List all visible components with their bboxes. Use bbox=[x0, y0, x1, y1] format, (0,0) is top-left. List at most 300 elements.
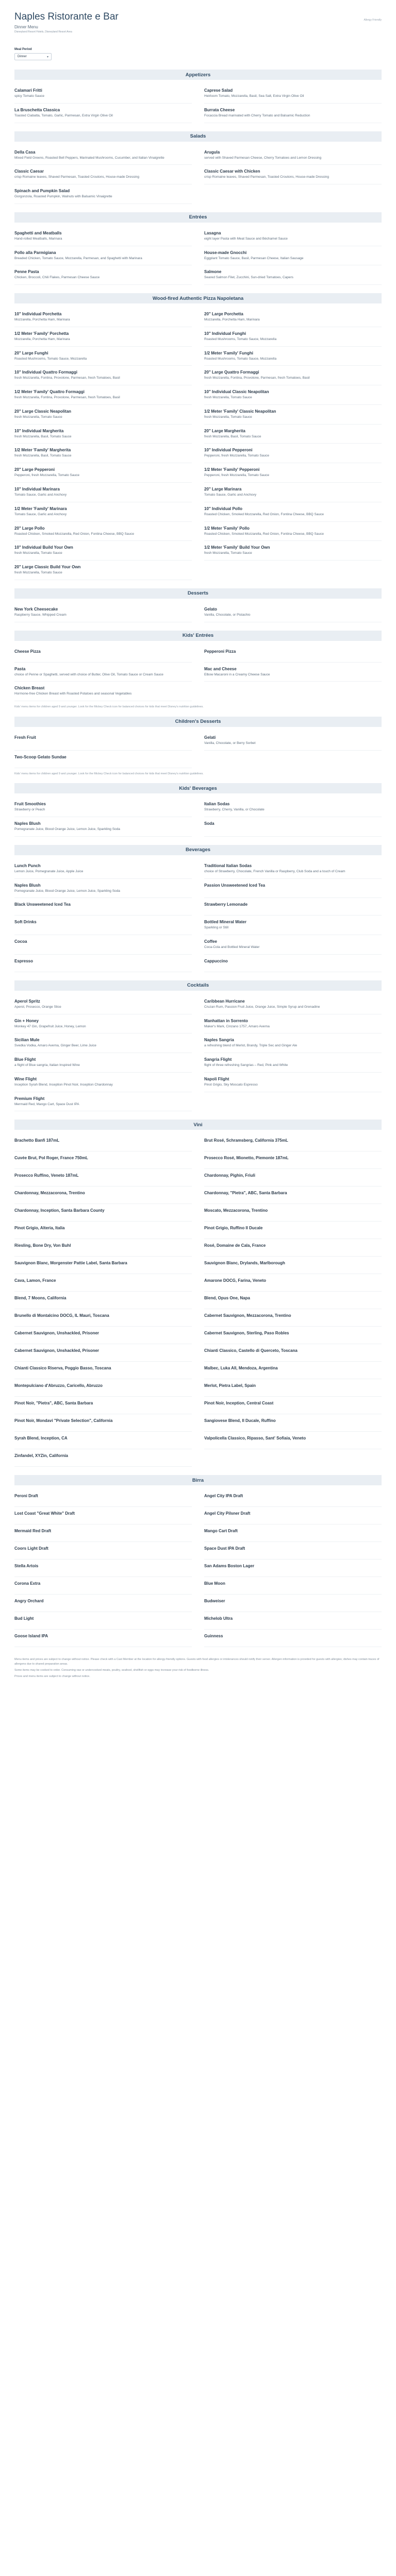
menu-section bbox=[14, 212, 382, 288]
menu-item-name: 10" Individual Pollo bbox=[204, 506, 243, 511]
menu-item-description: Inception Syrah Blend, Inception Pinot Noir, Inception Chardonnay bbox=[14, 1082, 113, 1087]
menu-item bbox=[14, 682, 192, 701]
menu-item-name: Sauvignon Blanc, Drylands, Marlborough bbox=[204, 1261, 285, 1266]
menu-item-grid bbox=[14, 991, 382, 1115]
menu-item-name: Fruit Smoothies bbox=[14, 802, 46, 807]
menu-item-description: Chicken, Broccoli, Chili Flakes, Parmesan Cheese Sauce bbox=[14, 276, 100, 280]
menu-item-name: 10" Individual Quattro Formaggi bbox=[14, 370, 78, 375]
menu-item bbox=[14, 184, 192, 204]
menu-item-name: Cabernet Sauvignon, Sterling, Paso Robles bbox=[204, 1331, 289, 1336]
menu-section bbox=[14, 631, 382, 711]
menu-item-name: 1/2 Meter 'Family' Porchetta bbox=[14, 331, 69, 336]
menu-item-description: Monkey 47 Gin, Grapefruit Juice, Honey, Lemon bbox=[14, 1024, 86, 1028]
menu-item bbox=[204, 165, 382, 184]
menu-item-description: fresh Mozzarella, Tomato Sauce bbox=[14, 551, 62, 555]
menu-item-name: Caprese Salad bbox=[204, 88, 233, 93]
menu-item bbox=[14, 347, 192, 366]
menu-item bbox=[204, 1239, 382, 1257]
menu-item-description: Heirloom Tomato, Mozzarella, Basil, Sea Salt, Extra Virgin Olive Oil bbox=[204, 94, 304, 98]
menu-item bbox=[204, 1507, 382, 1524]
menu-section bbox=[14, 783, 382, 840]
menu-item bbox=[14, 227, 192, 246]
meal-period-selector bbox=[14, 41, 382, 64]
menu-item bbox=[204, 1222, 382, 1239]
menu-item-name: Soda bbox=[204, 821, 214, 826]
menu-item-name: Prosecco Ruffino, Veneto 187mL bbox=[14, 1173, 79, 1178]
menu-item-name: 1/2 Meter 'Family' Classic Neapolitan bbox=[204, 409, 276, 414]
section-heading: Beverages bbox=[14, 845, 382, 855]
menu-item-description: Roasted Mushrooms, Tomato Sauce, Mozzarella bbox=[14, 357, 87, 361]
menu-item bbox=[204, 1489, 382, 1507]
menu-item bbox=[14, 1222, 192, 1239]
menu-item-name: 10" Individual Build Your Own bbox=[14, 545, 73, 550]
menu-item bbox=[204, 995, 382, 1014]
menu-item bbox=[204, 1432, 382, 1449]
menu-item bbox=[14, 1397, 192, 1414]
menu-item-description: Sparkling or Still bbox=[204, 926, 228, 930]
menu-item bbox=[14, 1073, 192, 1092]
menu-item bbox=[14, 751, 192, 768]
menu-item-description: Coca-Cola and Bottled Mineral Water bbox=[204, 945, 260, 950]
menu-item-description: Svedka Vodka, Amaro Averna, Ginger Beer, Lime Juice bbox=[14, 1044, 96, 1048]
menu-item bbox=[14, 405, 192, 425]
menu-item-name: Montepulciano d'Abruzzo, Caricello, Abruzzo bbox=[14, 1383, 103, 1388]
menu-item-grid bbox=[14, 1485, 382, 1650]
menu-item bbox=[204, 935, 382, 955]
menu-item-description: choice of Penne or Spaghetti, served with choice of Butter, Olive Oil, Tomato Sauce or Cream Sauce bbox=[14, 672, 163, 676]
menu-item-description: Mixed Field Greens, Roasted Bell Peppers, Marinated Mushrooms, Cucumber, and Italian Vinaigrette bbox=[14, 156, 164, 160]
menu-item-name: Mango Cart Draft bbox=[204, 1529, 238, 1534]
menu-item bbox=[204, 1257, 382, 1274]
menu-item bbox=[204, 366, 382, 385]
menu-item bbox=[14, 1577, 192, 1595]
menu-item bbox=[14, 898, 192, 916]
menu-item-name: 1/2 Meter 'Family' Marinara bbox=[14, 506, 67, 511]
menu-item bbox=[204, 502, 382, 522]
menu-item-name: Bottled Mineral Water bbox=[204, 920, 246, 925]
menu-item bbox=[204, 1309, 382, 1327]
menu-item-name: Valpolicella Classico, Ripasso, Sant' Sofiaia, Veneto bbox=[204, 1436, 306, 1441]
menu-item-name: 1/2 Meter 'Family' Quattro Formaggi bbox=[14, 389, 85, 395]
section-note: Kids' menu items for children aged 9 and younger. Look for the Mickey Check icon for balanced choices for kids that meet Disney's nutrition guidelines. bbox=[14, 772, 204, 775]
section-heading: Entrées bbox=[14, 212, 382, 223]
menu-item bbox=[14, 1134, 192, 1151]
menu-item bbox=[14, 1362, 192, 1379]
menu-item-name: Gelati bbox=[204, 735, 216, 740]
menu-item-name: 10" Individual Pepperoni bbox=[204, 448, 253, 453]
menu-item-description: Mermaid Red, Mango Cart, Space Dust IPA bbox=[14, 1102, 79, 1106]
chevron-down-icon: ▾ bbox=[46, 55, 48, 59]
menu-item bbox=[204, 327, 382, 347]
menu-item-name: 20" Large Margherita bbox=[204, 428, 245, 433]
menu-item-name: 10" Individual Classic Neapolitan bbox=[204, 389, 269, 395]
menu-section bbox=[14, 980, 382, 1115]
menu-item-name: Soft Drinks bbox=[14, 920, 37, 925]
menu-item-name: Chianti Classico Riserva, Poggio Basso, Toscana bbox=[14, 1366, 111, 1371]
page-footer bbox=[14, 1650, 382, 1679]
menu-item-description: Breaded Chicken, Tomato Sauce, Mozzarella, Parmesan, and Spaghetti with Marinara bbox=[14, 256, 142, 260]
menu-item-name: 20" Large Classic Build Your Own bbox=[14, 565, 81, 570]
menu-item bbox=[204, 916, 382, 935]
section-heading: Cocktails bbox=[14, 980, 382, 991]
menu-item-name: Cabernet Sauvignon, Unshackled, Prisoner bbox=[14, 1331, 100, 1336]
menu-item bbox=[204, 1033, 382, 1053]
menu-item-name: Chardonnay, Mezzacorona, Trentino bbox=[14, 1191, 85, 1196]
menu-section bbox=[14, 293, 382, 583]
menu-item bbox=[204, 1327, 382, 1344]
menu-item-description: Raspberry Sauce, Whipped Cream bbox=[14, 613, 67, 617]
menu-sections bbox=[14, 70, 382, 1650]
menu-item-name: Brut Rosé, Schramsberg, California 375mL bbox=[204, 1138, 288, 1143]
allergy-friendly-link[interactable]: Allergy Friendly bbox=[364, 19, 382, 22]
menu-item bbox=[204, 1344, 382, 1362]
menu-item-grid bbox=[14, 1130, 382, 1470]
menu-item-name: Blend, Opus One, Napa bbox=[204, 1296, 250, 1301]
menu-item-name: Chardonnay, Inception, Santa Barbara County bbox=[14, 1208, 105, 1213]
menu-item-name: Lunch Punch bbox=[14, 863, 41, 868]
menu-item bbox=[14, 1187, 192, 1204]
menu-item bbox=[204, 1414, 382, 1432]
menu-item-name: Mac and Cheese bbox=[204, 666, 237, 671]
menu-item-name: Classic Caesar bbox=[14, 169, 44, 174]
menu-item-name: Espresso bbox=[14, 958, 34, 963]
menu-item-name: Arugula bbox=[204, 149, 220, 155]
menu-item-description: Mozzarella, Porchetta Ham, Marinara bbox=[14, 318, 70, 322]
menu-item-name: Bud Light bbox=[14, 1616, 34, 1621]
menu-item-name: Prosecco Rosé, Mionetto, Piemonte 187mL bbox=[204, 1156, 289, 1161]
menu-item-name: Della Casa bbox=[14, 149, 36, 155]
menu-item-name: New York Cheesecake bbox=[14, 606, 58, 612]
menu-item-name: Blue Moon bbox=[204, 1581, 225, 1586]
menu-item bbox=[14, 502, 192, 522]
menu-item-name: 10" Individual Marinara bbox=[14, 487, 60, 492]
menu-item-description: Pepperoni, fresh Mozzarella, Tomato Sauce bbox=[204, 454, 269, 458]
menu-item bbox=[14, 995, 192, 1014]
menu-item-description: Tomato Sauce, Garlic and Anchovy bbox=[204, 493, 257, 497]
menu-item-description: fresh Mozzarella, Fontina, Provolone, Parmesan, fresh Tomatoes, Basil bbox=[14, 396, 120, 400]
menu-item-name: Pinot Grigio, Ruffino Il Ducale bbox=[204, 1226, 263, 1231]
menu-item-description: Hand-rolled Meatballs, Marinara bbox=[14, 236, 62, 241]
menu-item-name: 1/2 Meter 'Family' Pollo bbox=[204, 526, 250, 531]
menu-item-name: Cabernet Sauvignon, Unshackled, Prisoner bbox=[14, 1348, 100, 1353]
menu-item-name: Sangria Flight bbox=[204, 1057, 232, 1062]
section-heading: Kids' Beverages bbox=[14, 783, 382, 793]
menu-item bbox=[14, 104, 192, 123]
menu-item-description: Roasted Mushrooms, Tomato Sauce, Mozzarella bbox=[204, 357, 277, 361]
menu-item bbox=[204, 1577, 382, 1595]
menu-item bbox=[204, 1524, 382, 1542]
menu-item bbox=[204, 645, 382, 663]
menu-item-description: Toasted Ciabatta, Tomato, Garlic, Parmesan, Extra Virgin Olive Oil bbox=[14, 113, 113, 117]
page-header bbox=[14, 0, 382, 41]
menu-item bbox=[204, 1595, 382, 1612]
menu-item-name: Naples Blush bbox=[14, 821, 41, 826]
menu-item bbox=[204, 898, 382, 916]
menu-item-name: Penne Pasta bbox=[14, 269, 39, 275]
menu-item bbox=[14, 817, 192, 837]
menu-item-name: Cappuccino bbox=[204, 958, 228, 963]
menu-item bbox=[204, 1612, 382, 1630]
menu-item bbox=[204, 246, 382, 266]
menu-section bbox=[14, 1120, 382, 1470]
footer-allergy-note: Menu items and prices are subject to change without notice. Please check with a Cast Member at the location for allergy-friendly options. Guests with food allergies or intolerances should notify their server. Allergen information is provided for guests with allergies; dishes may contain traces of allergens due to shared preparation areas. bbox=[14, 1658, 380, 1666]
menu-item-grid bbox=[14, 80, 382, 126]
menu-item bbox=[14, 1151, 192, 1169]
menu-item bbox=[14, 1274, 192, 1292]
menu-item-description: flight of three refreshing Sangrias – Red, Pink and White bbox=[204, 1063, 288, 1067]
menu-item bbox=[14, 1327, 192, 1344]
menu-item-name: Traditional Italian Sodas bbox=[204, 863, 252, 868]
menu-item bbox=[14, 935, 192, 955]
menu-item-description: Lemon Juice, Pomegranate Juice, Apple Juice bbox=[14, 869, 84, 873]
menu-item-name: Pollo alla Parmigiana bbox=[14, 250, 56, 255]
menu-item-name: 10" Individual Margherita bbox=[14, 428, 64, 433]
menu-item-name: House-made Gnocchi bbox=[204, 250, 247, 255]
menu-section bbox=[14, 131, 382, 207]
menu-item-name: Pinot Grigio, Alteria, Italia bbox=[14, 1226, 65, 1231]
menu-item bbox=[14, 1239, 192, 1257]
menu-item-description: Eggplant Tomato Sauce, Basil, Parmesan Cheese, Italian Sausage bbox=[204, 256, 304, 260]
menu-item bbox=[14, 165, 192, 184]
meal-period-select[interactable] bbox=[14, 53, 52, 60]
menu-section bbox=[14, 588, 382, 625]
menu-item-grid bbox=[14, 793, 382, 840]
menu-item-name: La Bruschetta Classica bbox=[14, 107, 60, 112]
menu-item-grid bbox=[14, 303, 382, 583]
menu-item bbox=[14, 1542, 192, 1560]
menu-item-name: 1/2 Meter 'Family' Funghi bbox=[204, 350, 253, 355]
footer-food-safety-note: Some items may be cooked to order. Consuming raw or undercooked meats, poultry, seafood, shellfish or eggs may increase your risk of foodborne illness. bbox=[14, 1668, 209, 1672]
menu-item bbox=[14, 366, 192, 385]
menu-item-name: Chianti Classico, Castello di Querceto, Toscana bbox=[204, 1348, 298, 1353]
menu-item-name: Goose Island IPA bbox=[14, 1634, 48, 1639]
menu-item bbox=[14, 84, 192, 104]
menu-item-description: Roasted Chicken, Smoked Mozzarella, Red Onion, Fontina Cheese, BBQ Sauce bbox=[204, 512, 324, 516]
menu-item-name: Pasta bbox=[14, 666, 26, 671]
menu-item-grid bbox=[14, 142, 382, 207]
menu-item-description: Pepperoni, fresh Mozzarella, Tomato Sauce bbox=[14, 473, 79, 478]
section-heading: Wood-fired Authentic Pizza Napoletana bbox=[14, 293, 382, 303]
menu-item bbox=[204, 463, 382, 483]
menu-item bbox=[204, 731, 382, 751]
menu-item bbox=[204, 1379, 382, 1397]
menu-item-description: Pinot Grigio, Sky Moscato Espresso bbox=[204, 1082, 258, 1087]
menu-item-name: Gelato bbox=[204, 606, 217, 612]
menu-item-name: Calamari Fritti bbox=[14, 88, 42, 93]
meal-period-value: Dinner bbox=[18, 55, 27, 58]
menu-item bbox=[204, 385, 382, 405]
brand-block bbox=[14, 11, 119, 33]
menu-item bbox=[14, 955, 192, 972]
menu-item bbox=[204, 1014, 382, 1034]
menu-item-name: Chardonnay, Pighin, Friuli bbox=[204, 1173, 255, 1178]
menu-item bbox=[204, 798, 382, 817]
section-heading: Kids' Entrées bbox=[14, 631, 382, 641]
menu-item bbox=[204, 104, 382, 123]
menu-item bbox=[14, 1053, 192, 1073]
menu-item-name: 20" Large Porchetta bbox=[204, 312, 243, 317]
menu-item bbox=[14, 1524, 192, 1542]
menu-item-name: Napoli Flight bbox=[204, 1076, 229, 1081]
menu-item-description: fresh Mozzarella, Basil, Tomato Sauce bbox=[14, 434, 72, 438]
menu-item bbox=[204, 444, 382, 463]
page-title: Naples Ristorante e Bar bbox=[14, 11, 119, 22]
menu-item bbox=[14, 1033, 192, 1053]
menu-item-description: eight layer Pasta with Meat Sauce and Béchamel Sauce bbox=[204, 236, 288, 241]
menu-item-description: fresh Mozzarella, Basil, Tomato Sauce bbox=[204, 434, 261, 438]
menu-item bbox=[14, 663, 192, 682]
menu-item bbox=[14, 1432, 192, 1449]
menu-item-name: Lasagna bbox=[204, 230, 221, 235]
menu-item-name: Stella Artois bbox=[14, 1564, 39, 1569]
menu-item bbox=[14, 1630, 192, 1647]
menu-item-description: fresh Mozzarella, Basil, Tomato Sauce bbox=[14, 454, 72, 458]
menu-item-description: Cruzan Rum, Passion Fruit Juice, Orange Juice, Simple Syrup and Grenadine bbox=[204, 1005, 320, 1009]
menu-item bbox=[204, 1169, 382, 1187]
menu-item-grid bbox=[14, 223, 382, 288]
menu-item bbox=[14, 731, 192, 751]
menu-item bbox=[14, 425, 192, 444]
menu-item-name: Cocoa bbox=[14, 939, 27, 944]
menu-item bbox=[14, 1414, 192, 1432]
section-note: Kids' menu items for children aged 9 and younger. Look for the Mickey Check icon for balanced choices for kids that meet Disney's nutrition guidelines. bbox=[14, 705, 204, 709]
footer-price-note: Prices and menu items are subject to change without notice. bbox=[14, 1675, 90, 1679]
menu-item-name: Black Unsweetened Iced Tea bbox=[14, 902, 71, 907]
menu-item bbox=[14, 1449, 192, 1467]
menu-item bbox=[204, 1187, 382, 1204]
section-heading: Vini bbox=[14, 1120, 382, 1130]
menu-item-name: Manhattan in Sorrento bbox=[204, 1018, 248, 1023]
menu-item-description: fresh Mozzarella, Tomato Sauce bbox=[14, 571, 62, 575]
menu-item-name: Rosé, Domaine de Cala, France bbox=[204, 1243, 266, 1248]
menu-item-name: Salmone bbox=[204, 269, 222, 275]
menu-item-description: Aperol, Prosecco, Orange Slice bbox=[14, 1005, 61, 1009]
menu-section bbox=[14, 70, 382, 126]
menu-item-name: 20" Large Pollo bbox=[14, 526, 45, 531]
menu-item-description: Vanilla, Chocolate, or Berry Sorbet bbox=[204, 741, 256, 745]
menu-section bbox=[14, 1475, 382, 1650]
menu-item bbox=[204, 84, 382, 104]
menu-item bbox=[14, 483, 192, 502]
menu-item-name: Angel City Pilsner Draft bbox=[204, 1511, 251, 1516]
menu-item bbox=[204, 265, 382, 285]
menu-item bbox=[14, 1014, 192, 1034]
menu-item bbox=[14, 327, 192, 347]
menu-item-name: Moscato, Mezzacorona, Trentino bbox=[204, 1208, 268, 1213]
menu-item-name: 20" Large Marinara bbox=[204, 487, 242, 492]
menu-item-name: 20" Large Funghi bbox=[14, 350, 48, 355]
menu-item-description: Pomegranate Juice, Blood Orange Juice, Lemon Juice, Sparkling Soda bbox=[14, 889, 120, 893]
menu-item-name: Angry Orchard bbox=[14, 1599, 44, 1604]
menu-item bbox=[14, 1379, 192, 1397]
menu-item-description: Roasted Mushrooms, Tomato Sauce, Mozzarella bbox=[204, 337, 277, 341]
menu-item bbox=[14, 265, 192, 285]
menu-item-name: Merlot, Pietra Label, Spain bbox=[204, 1383, 256, 1388]
menu-item-description: Vanilla, Chocolate, or Pistachio bbox=[204, 613, 251, 617]
menu-item bbox=[204, 308, 382, 327]
menu-item-name: Malbec, Luka All, Mendoza, Argentina bbox=[204, 1366, 278, 1371]
menu-item bbox=[14, 1309, 192, 1327]
menu-item-name: Sangiovese Blend, Il Ducale, Ruffino bbox=[204, 1418, 276, 1423]
menu-item-name: Premium Flight bbox=[14, 1096, 45, 1101]
menu-item-name: Caribbean Hurricane bbox=[204, 998, 245, 1004]
menu-item-name: Two-Scoop Gelato Sundae bbox=[14, 754, 67, 759]
menu-item bbox=[204, 227, 382, 246]
menu-item-description: Gorgonzola, Roasted Pumpkin, Walnuts with Balsamic Vinaigrette bbox=[14, 195, 112, 199]
menu-item-description: Strawberry, Cherry, Vanilla, or Chocolate bbox=[204, 808, 265, 812]
menu-item bbox=[204, 879, 382, 899]
menu-item-description: Tomato Sauce, Garlic and Anchovy bbox=[14, 493, 67, 497]
menu-item-name: Naples Sangria bbox=[204, 1038, 234, 1043]
menu-item-description: fresh Mozzarella, Tomato Sauce bbox=[204, 415, 252, 419]
menu-item bbox=[14, 561, 192, 580]
menu-item-description: crisp Romaine leaves, Shaved Parmesan, Toasted Croutons, House-made Dressing bbox=[14, 175, 139, 179]
menu-item-description: Elbow Macaroni in a Creamy Cheese Sauce bbox=[204, 672, 270, 676]
meal-period-label: Meal Period bbox=[14, 48, 32, 51]
section-heading: Desserts bbox=[14, 588, 382, 599]
menu-item bbox=[14, 916, 192, 935]
menu-item-name: Michelob Ultra bbox=[204, 1616, 233, 1621]
menu-section bbox=[14, 845, 382, 975]
menu-item-description: Pomegranate Juice, Blood Orange Juice, Lemon Juice, Sparkling Soda bbox=[14, 827, 120, 832]
menu-item-name: Guinness bbox=[204, 1634, 223, 1639]
menu-item-description: served with Shaved Parmesan Cheese, Cherry Tomatoes and Lemon Dressing bbox=[204, 156, 322, 160]
menu-item bbox=[204, 1542, 382, 1560]
menu-item-grid bbox=[14, 727, 382, 771]
menu-item-name: Angel City IPA Draft bbox=[204, 1494, 243, 1499]
menu-item-name: Syrah Blend, Inception, CA bbox=[14, 1436, 68, 1441]
menu-item-name: Aperol Spritz bbox=[14, 998, 40, 1004]
menu-item-grid bbox=[14, 641, 382, 705]
menu-item bbox=[14, 1612, 192, 1630]
menu-item-name: Cuvée Brut, Pol Roger, France 750mL bbox=[14, 1156, 88, 1161]
menu-item-description: Maker's Mark, Cinzano 1757, Amaro Averna bbox=[204, 1024, 270, 1028]
menu-item-name: Fresh Fruit bbox=[14, 735, 36, 740]
menu-item-name: Cabernet Sauvignon, Mezzacorona, Trentino bbox=[204, 1313, 291, 1318]
menu-item-name: 20" Large Pepperoni bbox=[14, 467, 55, 472]
section-heading: Salads bbox=[14, 131, 382, 142]
menu-item bbox=[14, 1292, 192, 1309]
menu-item bbox=[204, 1560, 382, 1577]
section-heading: Children's Desserts bbox=[14, 717, 382, 727]
menu-item-name: Classic Caesar with Chicken bbox=[204, 169, 260, 174]
menu-item-name: Chardonnay, "Pietra", ABC, Santa Barbara bbox=[204, 1191, 287, 1196]
menu-item bbox=[14, 246, 192, 266]
menu-item-name: Italian Sodas bbox=[204, 802, 230, 807]
menu-item-name: Amarone DOCG, Farina, Veneto bbox=[204, 1278, 267, 1283]
menu-item-name: Peroni Draft bbox=[14, 1494, 38, 1499]
menu-item-name: 10" Individual Porchetta bbox=[14, 312, 62, 317]
menu-item bbox=[14, 1507, 192, 1524]
menu-item bbox=[14, 1595, 192, 1612]
menu-item-description: Mozzarella, Porchetta Ham, Marinara bbox=[204, 318, 260, 322]
menu-item-name: Space Dust IPA Draft bbox=[204, 1546, 245, 1551]
menu-item-name: Cava, Lamon, France bbox=[14, 1278, 56, 1283]
menu-item-description: Hormone-free Chicken Breast with Roasted Potatoes and seasonal Vegetables bbox=[14, 692, 132, 696]
menu-item bbox=[14, 1169, 192, 1187]
menu-item bbox=[204, 405, 382, 425]
menu-item bbox=[14, 444, 192, 463]
menu-item bbox=[14, 645, 192, 663]
menu-item-description: Seared Salmon Filet, Zucchini, Sun-dried Tomatoes, Capers bbox=[204, 276, 293, 280]
menu-item bbox=[14, 859, 192, 879]
menu-item-description: spicy Tomato Sauce bbox=[14, 94, 45, 98]
menu-item-name: Gin + Honey bbox=[14, 1018, 39, 1023]
menu-item bbox=[204, 1134, 382, 1151]
menu-item-description: Roasted Chicken, Smoked Mozzarella, Red Onion, Fontina Cheese, BBQ Sauce bbox=[14, 532, 134, 536]
menu-item-name: Naples Blush bbox=[14, 883, 41, 888]
page-subtitle: Dinner Menu bbox=[14, 25, 38, 29]
